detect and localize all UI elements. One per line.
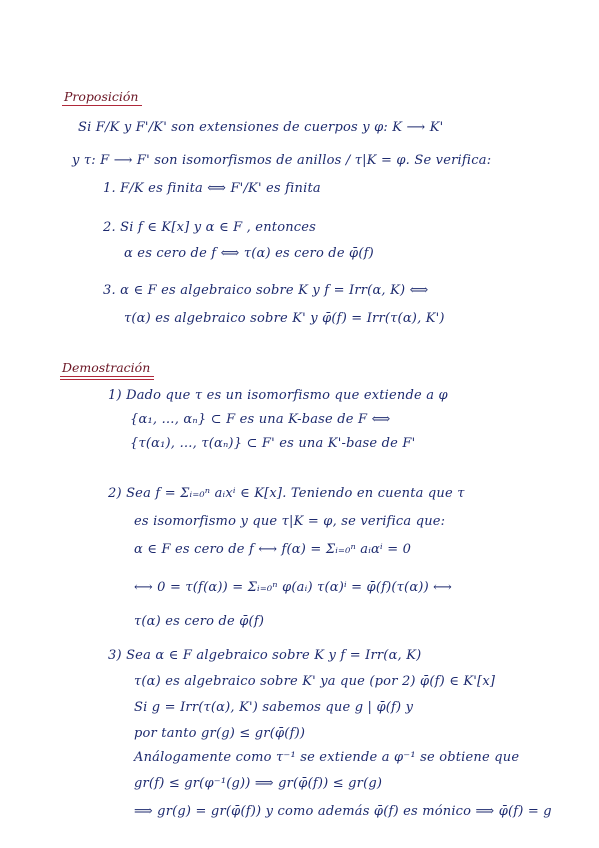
proposicion-line: Si F/K y F'/K' son extensiones de cuerpos y φ: K ⟶ K' bbox=[78, 120, 444, 135]
demostracion-line: es isomorfismo y que τ|K = φ, se verifica que: bbox=[134, 514, 446, 529]
proposicion-line: y τ: F ⟶ F' son isomorfismos de anillos / τ|K = φ. Se verifica: bbox=[72, 153, 492, 168]
demostracion-line: τ(α) es cero de φ̄(f) bbox=[134, 614, 265, 629]
proposicion-line: α es cero de f ⟺ τ(α) es cero de φ̄(f) bbox=[124, 246, 374, 261]
demostracion-line: Análogamente como τ⁻¹ se extiende a φ⁻¹ se obtiene que bbox=[134, 750, 520, 765]
demostracion-line: Si g = Irr(τ(α), K') sabemos que g | φ̄(f) y bbox=[134, 700, 414, 715]
proposicion-item: 1. F/K es finita ⟺ F'/K' es finita bbox=[103, 181, 321, 196]
proposicion-item: 2. Si f ∈ K[x] y α ∈ F , entonces bbox=[103, 220, 317, 235]
demostracion-line: α ∈ F es cero de f ⟷ f(α) = Σᵢ₌₀ⁿ aᵢαⁱ = 0 bbox=[134, 542, 412, 557]
proposicion-heading: Proposición bbox=[64, 89, 138, 104]
demostracion-line: 2) Sea f = Σᵢ₌₀ⁿ aᵢxⁱ ∈ K[x]. Teniendo en cuenta que τ bbox=[108, 486, 465, 501]
demostracion-line: ⟷ 0 = τ(f(α)) = Σᵢ₌₀ⁿ φ(aᵢ) τ(α)ⁱ = φ̄(f)(τ(α)) ⟷ bbox=[134, 580, 453, 595]
proposicion-line: τ(α) es algebraico sobre K' y φ̄(f) = Irr(τ(α), K') bbox=[124, 311, 445, 326]
demostracion-line: 3) Sea α ∈ F algebraico sobre K y f = Irr(α, K) bbox=[108, 648, 422, 663]
demostracion-line: gr(f) ≤ gr(φ⁻¹(g)) ⟹ gr(φ̄(f)) ≤ gr(g) bbox=[134, 776, 383, 791]
proposicion-item: 3. α ∈ F es algebraico sobre K y f = Irr(α, K) ⟺ bbox=[103, 283, 429, 298]
demostracion-line: ⟹ gr(g) = gr(φ̄(f)) y como además φ̄(f) es mónico ⟹ φ̄(f) = g bbox=[134, 804, 552, 819]
demostracion-line: por tanto gr(g) ≤ gr(φ̄(f)) bbox=[134, 726, 306, 741]
demostracion-line: 1) Dado que τ es un isomorfismo que extiende a φ bbox=[108, 388, 448, 403]
demostracion-line: {τ(α₁), …, τ(αₙ)} ⊂ F' es una K'-base de F' bbox=[130, 436, 416, 451]
demostracion-line: {α₁, …, αₙ} ⊂ F es una K-base de F ⟺ bbox=[130, 412, 391, 427]
demostracion-heading: Demostración bbox=[62, 360, 150, 375]
demostracion-line: τ(α) es algebraico sobre K' ya que (por 2) φ̄(f) ∈ K'[x] bbox=[134, 674, 496, 689]
